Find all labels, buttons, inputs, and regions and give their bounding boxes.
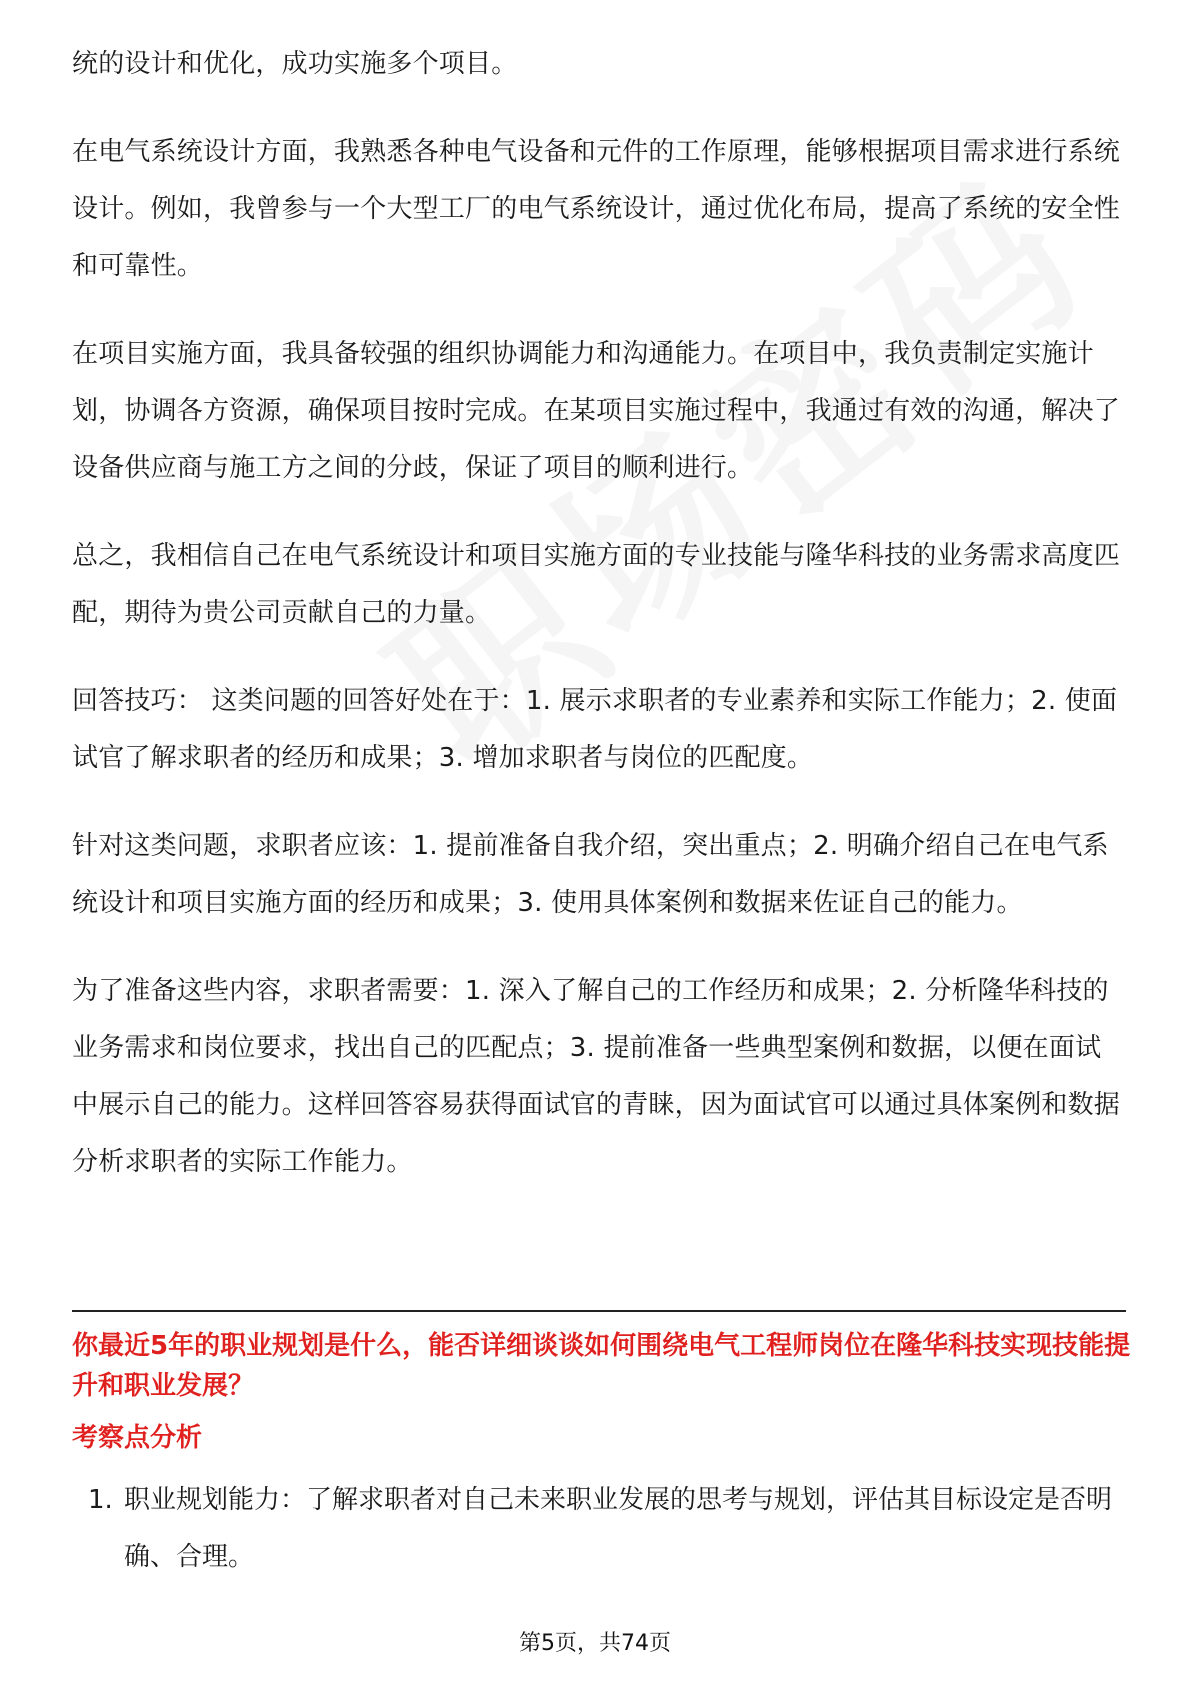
paragraph-3: 在项目实施方面，我具备较强的组织协调能力和沟通能力。在项目中，我负责制定实施计划，协调各方资源，确保项目按时完成。在某项目实施过程中，我通过有效的沟通，解决了设备供应商与施工方之间的分歧，保证了项目的顺利进行。: [72, 339, 1121, 483]
question-heading: 你最近5年的职业规划是什么，能否详细谈谈如何围绕电气工程师岗位在隆华科技实现技能提升和职业发展？: [72, 1331, 1131, 1401]
page-footer: 第5页，共74页: [519, 1631, 671, 1656]
document-body: [72, 36, 1122, 1191]
list-item-number: 1.: [88, 1485, 113, 1515]
section-heading: 考察点分析: [72, 1423, 203, 1453]
list-item: [72, 1472, 1132, 1586]
section-divider: [72, 1310, 1126, 1312]
paragraph-answer-tips: 回答技巧： 这类问题的回答好处在于：1. 展示求职者的专业素养和实际工作能力；2. 使面试官了解求职者的经历和成果；3. 增加求职者与岗位的匹配度。: [72, 686, 1118, 773]
paragraph-4: 总之，我相信自己在电气系统设计和项目实施方面的专业技能与隆华科技的业务需求高度匹配，期待为贵公司贡献自己的力量。: [72, 541, 1121, 628]
paragraph-1: 统的设计和优化，成功实施多个项目。: [72, 49, 518, 79]
paragraph-7: 为了准备这些内容，求职者需要：1. 深入了解自己的工作经历和成果；2. 分析隆华科技的业务需求和岗位要求，找出自己的匹配点；3. 提前准备一些典型案例和数据，以便在面试中展示自己的能力。这样回答容易获得面试官的青睐，因为面试官可以通过具体案例和数据分析求职者的实际工作能力。: [72, 976, 1121, 1177]
list-item-text: 职业规划能力：了解求职者对自己未来职业发展的思考与规划，评估其目标设定是否明确、合理。: [124, 1485, 1113, 1572]
paragraph-2: 在电气系统设计方面，我熟悉各种电气设备和元件的工作原理，能够根据项目需求进行系统设计。例如，我曾参与一个大型工厂的电气系统设计，通过优化布局，提高了系统的安全性和可靠性。: [72, 137, 1121, 281]
analysis-list: [72, 1472, 1132, 1586]
paragraph-6: 针对这类问题，求职者应该：1. 提前准备自我介绍，突出重点；2. 明确介绍自己在电气系统设计和项目实施方面的经历和成果；3. 使用具体案例和数据来佐证自己的能力。: [72, 831, 1109, 918]
